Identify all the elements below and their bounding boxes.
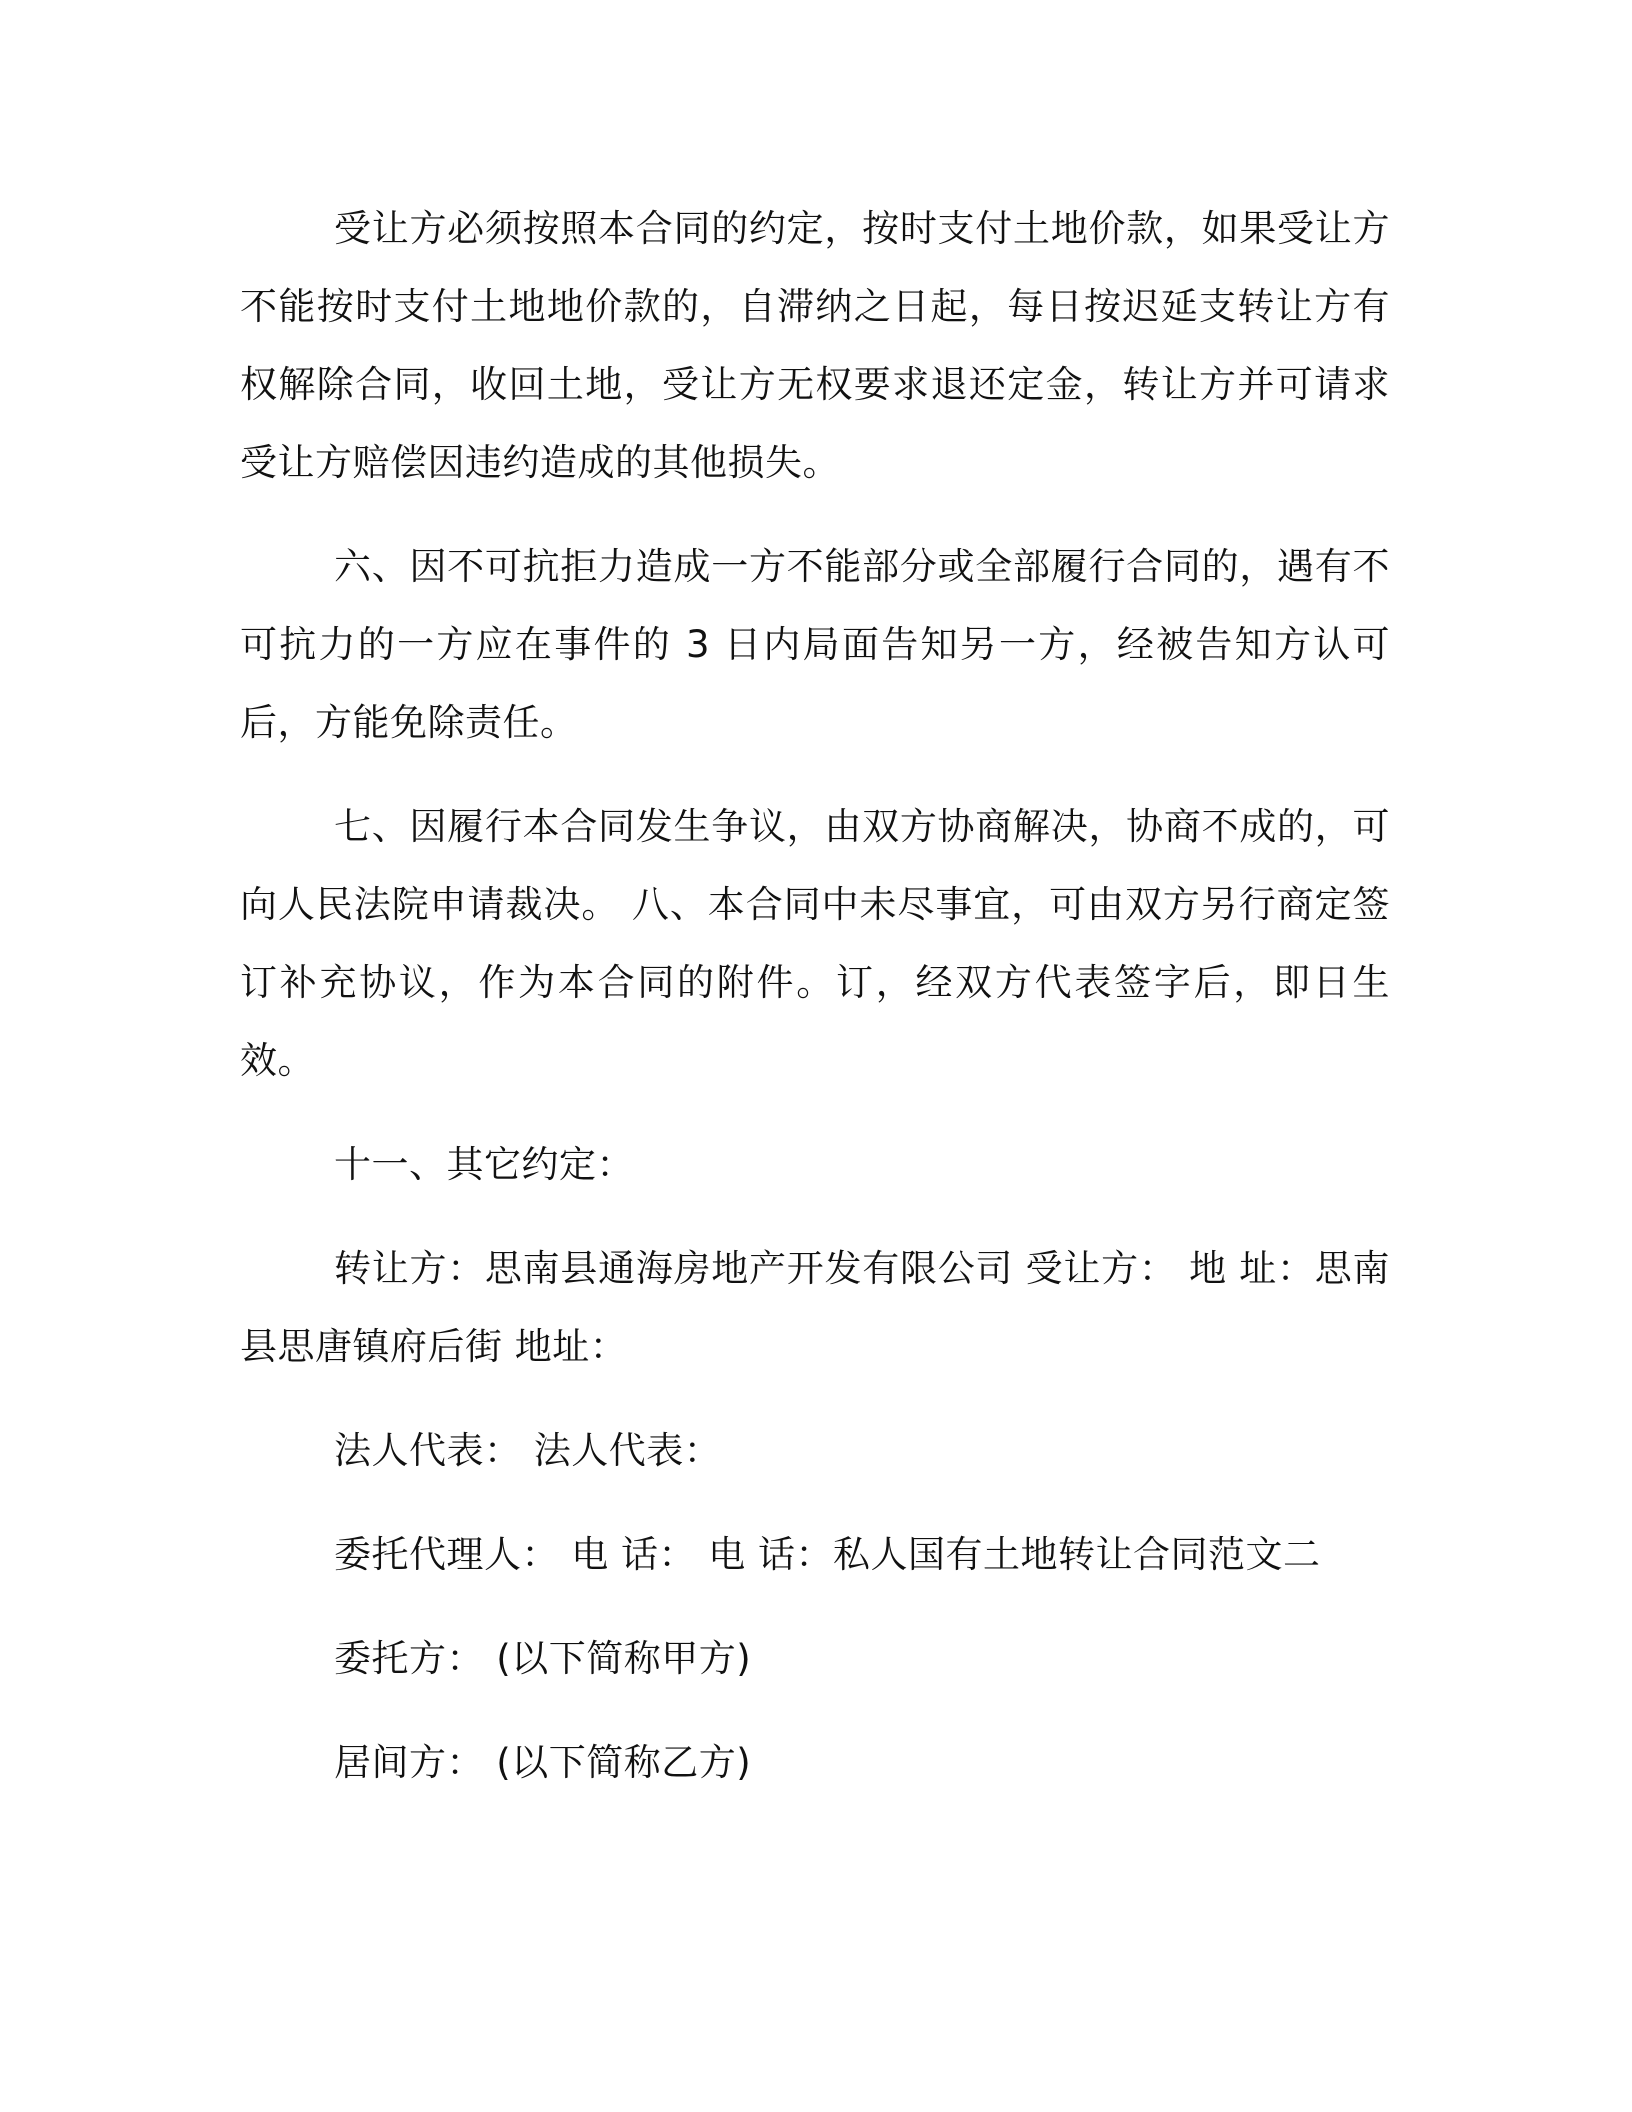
paragraph-force-majeure: 六、因不可抗拒力造成一方不能部分或全部履行合同的，遇有不可抗力的一方应在事件的 3 日内局面告知另一方，经被告知方认可后，方能免除责任。	[240, 545, 1390, 744]
paragraph-dispute-resolution: 七、因履行本合同发生争议，由双方协商解决，协商不成的，可向人民法院申请裁决。 八、本合同中未尽事宜，可由双方另行商定签订补充协议，作为本合同的附件。订，经双方代表签字后，即日生效。	[240, 805, 1390, 1082]
paragraph-client: 委托方： (以下简称甲方)	[334, 1637, 752, 1680]
paragraph-intermediary: 居间方： (以下简称乙方)	[334, 1741, 752, 1784]
paragraph-agent-phone: 委托代理人： 电 话： 电 话：私人国有土地转让合同范文二	[334, 1533, 1321, 1576]
paragraph-payment-terms: 受让方必须按照本合同的约定，按时支付土地价款，如果受让方不能按时支付土地地价款的，自滞纳之日起，每日按迟延支转让方有权解除合同，收回土地，受让方无权要求退还定金，转让方并可请求受让方赔偿因违约造成的其他损失。	[240, 207, 1390, 484]
paragraph-legal-representative: 法人代表： 法人代表：	[334, 1429, 722, 1472]
paragraph-other-agreements: 十一、其它约定：	[334, 1143, 634, 1186]
paragraph-parties-address: 转让方：思南县通海房地产开发有限公司 受让方： 地 址：思南县思唐镇府后街 地址：	[240, 1247, 1390, 1368]
document-body	[240, 190, 1390, 1828]
